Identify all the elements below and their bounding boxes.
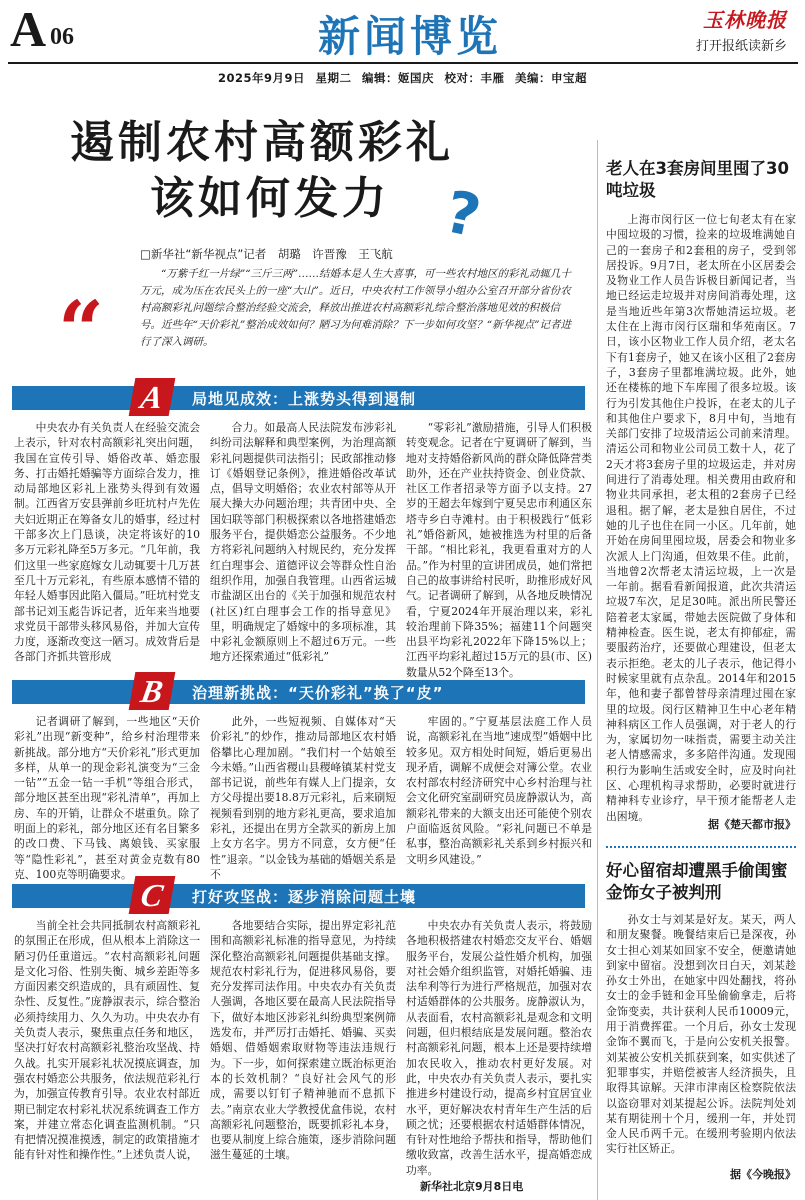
question-mark-icon: ? [439,177,487,251]
headline-line-2: 该如何发力 [150,173,390,224]
issue-weekday: 星期二 [315,71,352,85]
story-2-body: 孙女士与刘某是好友。某天，两人和朋友聚餐。晚餐结束后已是深夜，孙女士担心刘某如回家不安全，便邀请她到家中留宿。没想到次日白天，刘某趁孙女士外出，在她家中四处翻找，将孙女士的金手链和金耳坠偷偷拿走，后将金饰变卖，共计获利人民币10009元，用于消费挥霍。一个月后，孙女士发现金饰不翼而飞，于是向公安机关报警。刘某被公安机关抓获到案，如实供述了犯罪事实，并赔偿被害人经济损失，且取得其谅解。天津市津南区检察院依法以盗窃罪对刘某提起公诉。法院判处刘某有期徒刑十个月，缓刑一年，并处罚金人民币两千元。在缓刑考验期内依法实行社区矫正。 [606,913,796,1156]
section-a-bar [12,379,585,415]
brand-name: 玉林晚报 [703,8,787,32]
header-rule [8,62,798,64]
section-b-body [14,714,592,881]
section-a-letter: A [129,378,176,416]
sidebar-story-2 [606,860,796,1182]
section-c-title: 打好攻坚战：逐步消除问题土壤 [192,888,417,906]
sidebar-story-1 [606,158,796,832]
story-1-body: 上海市闵行区一位七旬老太有在家中囤垃圾的习惯，捡来的垃圾堆满她自己的一套房子和2套租的房子，受到邻居投诉。9月7日，老太所在小区居委会及物业工作人员告诉极目新闻记者，当地已经运走垃圾并对房间消毒处理，这是当地近些年第3次帮她清运垃圾。老太住在上海市闵行区瑞和华苑南区。7日，该小区物业工作人员介绍，老太名下有1套房子，她又在该小区租了2套房子，3套房子里都堆满垃圾。此外，她还在楼栋的地下车库囤了很多垃圾。该行为引发其他住户投诉，在老太的儿子和其他住户要求下，8月中旬，当地有关部门安排了垃圾清运公司前来清理。清运公司和物业公司员工数十人，花了2天才将3套房子里的垃圾运走，并对房间进行了消毒处理。相关费用由政府和物业共同承担，老太租的2套房子已经退租。据了解，老太是独自居住，不过她的儿子也住在同一小区。几年前，她开始在房间里囤垃圾，居委会和物业多次派人上门沟通，但效果不佳。此前，当地曾2次帮老太清运垃圾，上一次是一年前。据看看新闻报道，此次共清运垃圾7车次，足足30吨。派出所民警还陪着老太家属，带她去医院做了身体和精神检查。医生说，老太有抑郁症，需要服药治疗，还要做心理建设，但老太表示拒绝。老太的儿子表示，他记得小时候家里就有点杂乱。2014年和2015年，他和妻子都曾替母亲清理过囤在家里的垃圾。闵行区精神卫生中心老年精神科病区工作人员强调，对于老人的行为，家属切勿一味指责，需要主动关注老人情感需求，多多陪伴沟通。发现囤积行为影响生活或安全时，应及时向社区、心理机构寻求帮助，必要时就进行精神科专业诊疗，早干预才能帮老人走出困境。 [606,213,796,823]
story-1-source: 据《楚天都市报》 [708,818,796,831]
sidebar-dotted-rule [606,846,796,848]
designer-credit: 美编：申宝超 [515,71,588,85]
brand-slogan: 打开报纸读新乡 [695,39,787,54]
main-headline [70,115,510,227]
brand-logo [696,4,787,54]
section-c-col-2: 各地要结合实际，提出界定彩礼范围和高额彩礼标准的指导意见，为持续深化整治高额彩礼问题提供基础支撑。规范农村彩礼行为，促进移风易俗，要充分发挥司法作用。中央农办有关负责人强调，各地区要在最高人民法院指导下，做好本地区涉彩礼纠纷典型案例筛选发布，并严厉打击婚托、婚骗、买卖婚姻、借婚姻索取财物等违法违规行为。下一步，如何探索建立既治标更治本的长效机制？“良好社会风气的形成，需要以钉钉子精神驰而不息抓下去。”南京农业大学教授优盒伟说，农村高额彩礼问题整治，既要抓彩礼本身，也要从制度上综合施策，逐步消除问题滋生蔓延的土壤。 [210,919,396,1162]
section-b-col-3: 牢固的。”宁夏基层法庭工作人员说，高额彩礼在当地“速成型”婚姻中比较多见。双方相处时间短，婚后更易出现矛盾，调解不成便会对簿公堂。农业农村部农村经济研究中心乡村治理与社会文化研究室副研究员庞静淑认为，高额彩礼带来的大额支出还可能使个别农户面临返贫风险。“彩礼问题已不单是私事，整治高额彩礼关系到乡村振兴和文明乡风建设。” [406,715,592,866]
masthead [0,0,805,92]
page-letter: A [10,1,47,57]
section-a-title: 局地见成效：上涨势头得到遏制 [192,390,417,408]
issue-meta [0,70,805,86]
intro-paragraph: “万紫千红一片绿”“三斤三两”……结婚本是人生大喜事，可一些农村地区的彩礼动辄几十万元，成为压在农民头上的一座“大山”。近日，中央农村工作领导小组办公室召开部分省份农村高额彩礼问题综合整治经验交流会，释放出推进农村高额彩礼综合整治落地见效的积极信号。近些年“天价彩礼”整治成效如何？陋习为何难消除？下一步如何攻坚？“新华视点”记者进行了深入调研。 [140,268,571,348]
section-c-letter: C [129,876,176,914]
byline: □新华社“新华视点”记者 胡璐 许晋豫 王飞航 [140,247,393,261]
section-a-col-1: 中央农办有关负责人在经验交流会上表示，针对农村高额彩礼突出问题，我国在宣传引导、婚俗改革、婚恋服务、打击婚托婚骗等方面综合发力，推动局部地区彩礼上涨势头得到有效遏制。江西省万安县弹前乡旺坑村卢先佐夫妇近期正在筹备女儿的婚事，经过村干部多次上门恳谈，决定将该好的10多万元彩礼降至5万多元。“几年前，我们这里一些家庭嫁女儿动辄要十几万甚至几十万元彩礼，有些原本感情不错的年轻人婚事因此陷入僵局。”旺坑村党支部书记刘玉彪告诉记者，近年来当地要求党员干部带头移风易俗，并加大宣传力度，逐渐改变这一陋习。成效背后是各部门齐抓共管形成 [14,421,200,664]
section-b-title: 治理新挑战：“天价彩礼”换了“皮” [192,684,444,702]
section-a-body [14,420,592,679]
section-a-col-2: 合力。如最高人民法院发布涉彩礼纠纷司法解释和典型案例，为治理高额彩礼问题提供司法指引；民政部推动修订《婚姻登记条例》，推进婚俗改革试点，倡导文明婚俗；农业农村部等从开展大操大办问题治理；共青团中央、全国妇联等部门积极探索以各地搭建婚恋服务平台，提供婚恋公益服务。不少地方将彩礼问题纳入村规民约，充分发挥红白理事会、道德评议会等群众性自治组织作用，加强自我管理。山西省运城市盐湖区出台的《关于加强和规范农村(社区)红白理事会工作的指导意见》里，明确规定了婚嫁中的多项标准，其中彩礼金额原则上不超过6万元。一些地方还探索通过“低彩礼” [210,421,396,664]
section-c-col-3: 中央农办有关负责人表示，将鼓励各地积极搭建农村婚恋交友平台、婚姻服务平台，发展公益性婚介机构，加强对社会婚介组织监管，对婚托婚骗、违法牟利等行为进行严格规范，加强对农村适婚群体的公共服务。庞静淑认为，从表面看，农村高额彩礼是观念和文明问题，但归根结底是发展问题。整治农村高额彩礼问题，根本上还是要持续增加农民收入，推动农村更好发展。对此，中央农办有关负责人表示，要扎实推进乡村建设行动，提高乡村宜居宜业水平，更好解决农村青年生产生活的后顾之忧；还要根据农村适婚群体情况，有针对性地给予帮扶和指导，帮助他们缴收致富，改善生活水平，提高婚恋成功率。 [406,919,592,1177]
section-b-letter: B [129,672,176,710]
story-2-source: 据《今晚报》 [730,1168,796,1181]
section-title: 新闻博览 [318,12,503,61]
dateline: 新华社北京9月8日电 [420,1180,524,1193]
issue-date: 2025年9月9日 [217,71,305,85]
section-b-col-2: 此外，一些短视频、自媒体对“天价彩礼”的炒作，推动局部地区农村婚俗攀比心理加剧。“我们村一个姑娘至今未婚。”山西省稷山县稷峰镇某村党支部书记说，前些年有媒人上门提亲，女方父母提出要18.8万元彩礼，后来刷短视频看到别的地方彩礼更高，要求追加彩礼，还提出在男方全款买的新房上加上女方名字。男方不同意，女方便“任性”退亲。“以金钱为基础的婚姻关系是不 [210,715,396,881]
section-c-col-1: 当前全社会共同抵制农村高额彩礼的氛围正在形成，但从根本上消除这一陋习仍任重道远。“农村高额彩礼问题是文化习俗、性别失衡、城乡差距等多方面因素交织造成的，具有顽固性、复杂性、反复性。”庞静淑表示，综合整治必须持续用力、久久为功。中央农办有关负责人表示，聚焦重点任务和地区，坚决打好农村高额彩礼整治攻坚战、持久战。扎实开展彩礼状况摸底调查，加强农村婚恋公共服务，依法规范彩礼行为，加强宣传教育引导。农业农村部近期已制定农村彩礼状况系统调查工作方案，并建立常态化调查监测机制。“只有把情况摸准摸透，制定的政策措施才能有针对性和操作性。”上述负责人说， [14,919,200,1162]
section-c-bar [12,877,585,913]
section-c-body [14,918,592,1176]
story-1-title: 老人在3套房间里囤了30吨垃圾 [606,159,789,200]
page-number: 06 [50,24,74,50]
section-b-col-1: 记者调研了解到，一些地区“天价彩礼”出现“新变种”，给乡村治理带来新挑战。部分地方“天价彩礼”形式更加多样，从单一的现金彩礼演变为“三金一钻”“五金一钻一手机”等组合形式，部分地区甚至出现“彩礼清单”，再加上房、车的开销，让群众不堪重负。除了明面上的彩礼，部分地区还有名目繁多的改口费、下马钱、离娘钱、买家服等“隐性彩礼”，甚至对黄金克数有80克、100克等明确要求。 [14,715,200,881]
proofreader-credit: 校对：丰雁 [444,71,505,85]
quote-mark-icon: “ [58,283,105,377]
editor-credit: 编辑：姬国庆 [362,71,434,85]
section-b-bar [12,673,585,709]
headline-line-1: 遏制农村高额彩礼 [70,117,454,168]
story-2-title: 好心留宿却遭黑手偷闺蜜金饰女子被判刑 [606,861,788,902]
sidebar-divider [597,140,598,1200]
section-a-col-3: “零彩礼”激励措施，引导人们积极转变观念。记者在宁夏调研了解到，当地对支持婚俗新风尚的群众降低降营类助外，还在产业扶持资金、创业贷款、社区工作者招录等方面予以支持。27岁的王超去年嫁到宁夏吴忠市利通区东塔寺乡白寺滩村。由于积极践行“低彩礼”婚俗新风，她被推选为村里的后备干部。“相比彩礼，我更看重对方的人品。”作为村里的宣讲团成员，她们常把自己的故事讲给村民听，助推形成好风气。记者调研了解到，从各地反映情况看，宁夏2024年开展治理以来，彩礼较治理前下降35%；福建11个问题突出县平均彩礼2022年下降15%以上；江西平均彩礼超过15万元的县(市、区)数量从52个降至13个。 [406,421,592,679]
